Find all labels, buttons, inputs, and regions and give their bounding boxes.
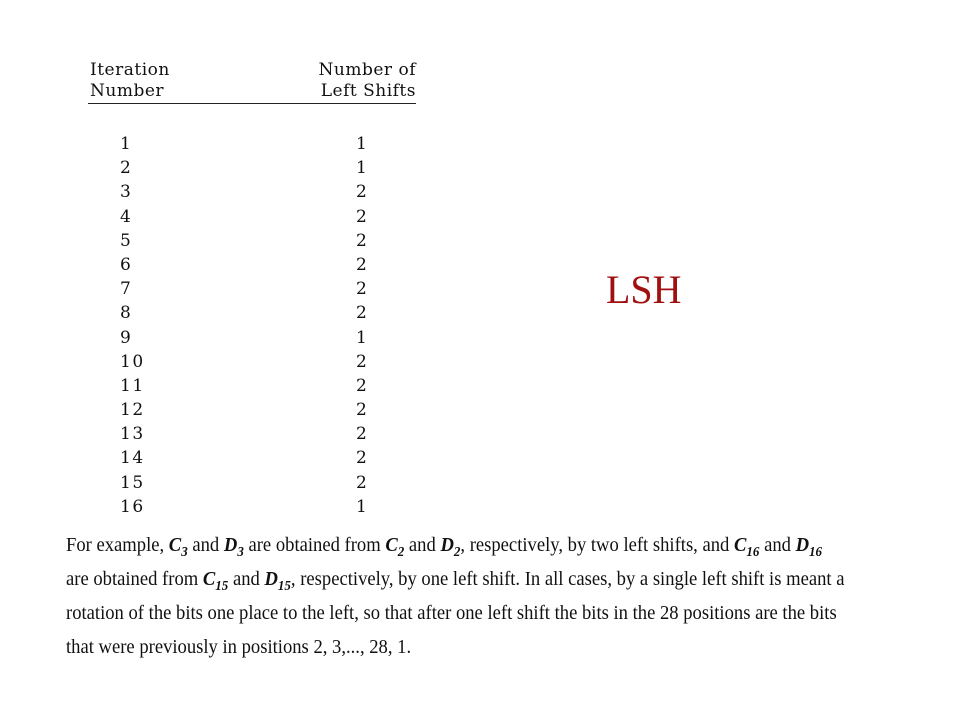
paragraph-text: are obtained from bbox=[66, 568, 203, 590]
paragraph-text: and bbox=[404, 534, 441, 556]
paragraph-text: and bbox=[759, 534, 796, 556]
left-shifts-cell: 1 bbox=[356, 327, 369, 348]
table-row bbox=[0, 446, 500, 470]
table-row bbox=[0, 495, 500, 519]
table-row bbox=[0, 326, 500, 350]
iteration-cell: 4 bbox=[120, 206, 133, 227]
left-shifts-cell: 2 bbox=[356, 375, 369, 396]
iteration-cell: 12 bbox=[120, 400, 145, 421]
c3-symbol: C bbox=[168, 534, 182, 556]
explanation-paragraph bbox=[66, 528, 847, 664]
iteration-cell: 16 bbox=[120, 496, 145, 517]
iteration-cell: 3 bbox=[120, 182, 133, 203]
table-row bbox=[0, 156, 500, 180]
iteration-cell: 6 bbox=[120, 254, 133, 275]
iteration-cell: 11 bbox=[120, 375, 145, 396]
iteration-cell: 14 bbox=[120, 448, 145, 469]
d16-subscript: 16 bbox=[809, 545, 823, 560]
left-shifts-cell: 2 bbox=[356, 303, 369, 324]
table-row bbox=[0, 277, 500, 301]
left-shifts-cell: 2 bbox=[356, 279, 369, 300]
paragraph-text: , respectively, by one left shift. In all cases, by a single left shift is meant a rotation of the bits one place to the left, so that after one left shift the bits in the 28 positions are the bits that were previously in positions 2, 3,..., 28, 1. bbox=[66, 568, 845, 658]
table-row bbox=[0, 253, 500, 277]
header-line: Left Shifts bbox=[320, 81, 416, 101]
iteration-cell: 15 bbox=[120, 472, 145, 493]
left-shifts-cell: 2 bbox=[356, 230, 369, 251]
d2-subscript: 2 bbox=[453, 545, 461, 560]
table-row bbox=[0, 398, 500, 422]
table-row bbox=[0, 301, 500, 325]
iteration-cell: 13 bbox=[120, 424, 145, 445]
iteration-cell: 7 bbox=[120, 279, 133, 300]
table-row bbox=[0, 180, 500, 204]
c2-subscript: 2 bbox=[397, 545, 405, 560]
iteration-cell: 9 bbox=[120, 327, 133, 348]
d2-symbol: D bbox=[440, 534, 454, 556]
left-shifts-cell: 1 bbox=[356, 134, 369, 154]
d16-symbol: D bbox=[795, 534, 810, 556]
table-row bbox=[0, 471, 500, 495]
iteration-cell: 10 bbox=[120, 351, 145, 372]
left-shifts-cell: 2 bbox=[356, 400, 369, 421]
header-line: Iteration bbox=[90, 60, 170, 80]
c2-symbol: C bbox=[385, 534, 398, 556]
paragraph-text: For example, bbox=[66, 534, 169, 556]
c16-symbol: C bbox=[734, 534, 747, 556]
header-line: Number bbox=[90, 81, 165, 101]
paragraph-text: are obtained from bbox=[243, 534, 386, 556]
d3-symbol: D bbox=[223, 534, 238, 556]
paragraph-text: , respectively, by two left shifts, and bbox=[460, 534, 735, 556]
left-shifts-cell: 2 bbox=[356, 424, 369, 445]
iteration-number-header bbox=[90, 60, 210, 102]
header-underline bbox=[88, 103, 416, 104]
table-row bbox=[0, 229, 500, 253]
c15-symbol: C bbox=[202, 568, 216, 590]
left-shifts-cell: 2 bbox=[356, 206, 369, 227]
table-row bbox=[0, 350, 500, 374]
c3-subscript: 3 bbox=[181, 545, 188, 560]
left-shifts-cell: 2 bbox=[356, 254, 369, 275]
table-row bbox=[0, 374, 500, 398]
shift-schedule-table bbox=[0, 132, 500, 519]
table-row bbox=[0, 132, 500, 156]
paragraph-text: and bbox=[187, 534, 224, 556]
iteration-cell: 2 bbox=[120, 158, 133, 179]
iteration-cell: 8 bbox=[120, 303, 133, 324]
iteration-cell: 5 bbox=[120, 230, 133, 251]
d3-subscript: 3 bbox=[237, 545, 244, 560]
header-line: Number of bbox=[318, 60, 416, 80]
c15-subscript: 15 bbox=[215, 579, 229, 594]
left-shifts-header bbox=[266, 60, 416, 102]
d15-subscript: 15 bbox=[277, 579, 291, 594]
left-shifts-cell: 2 bbox=[356, 182, 369, 203]
paragraph-text: and bbox=[228, 568, 265, 590]
table-row bbox=[0, 422, 500, 446]
table-row bbox=[0, 205, 500, 229]
d15-symbol: D bbox=[264, 568, 278, 590]
left-shifts-cell: 1 bbox=[356, 158, 369, 179]
table-header bbox=[88, 60, 418, 108]
left-shifts-cell: 1 bbox=[356, 496, 369, 517]
left-shifts-cell: 2 bbox=[356, 448, 369, 469]
lsh-label: LSH bbox=[606, 267, 682, 312]
left-shifts-cell: 2 bbox=[356, 351, 369, 372]
iteration-cell: 1 bbox=[120, 134, 133, 154]
left-shifts-cell: 2 bbox=[356, 472, 369, 493]
c16-subscript: 16 bbox=[746, 545, 760, 560]
